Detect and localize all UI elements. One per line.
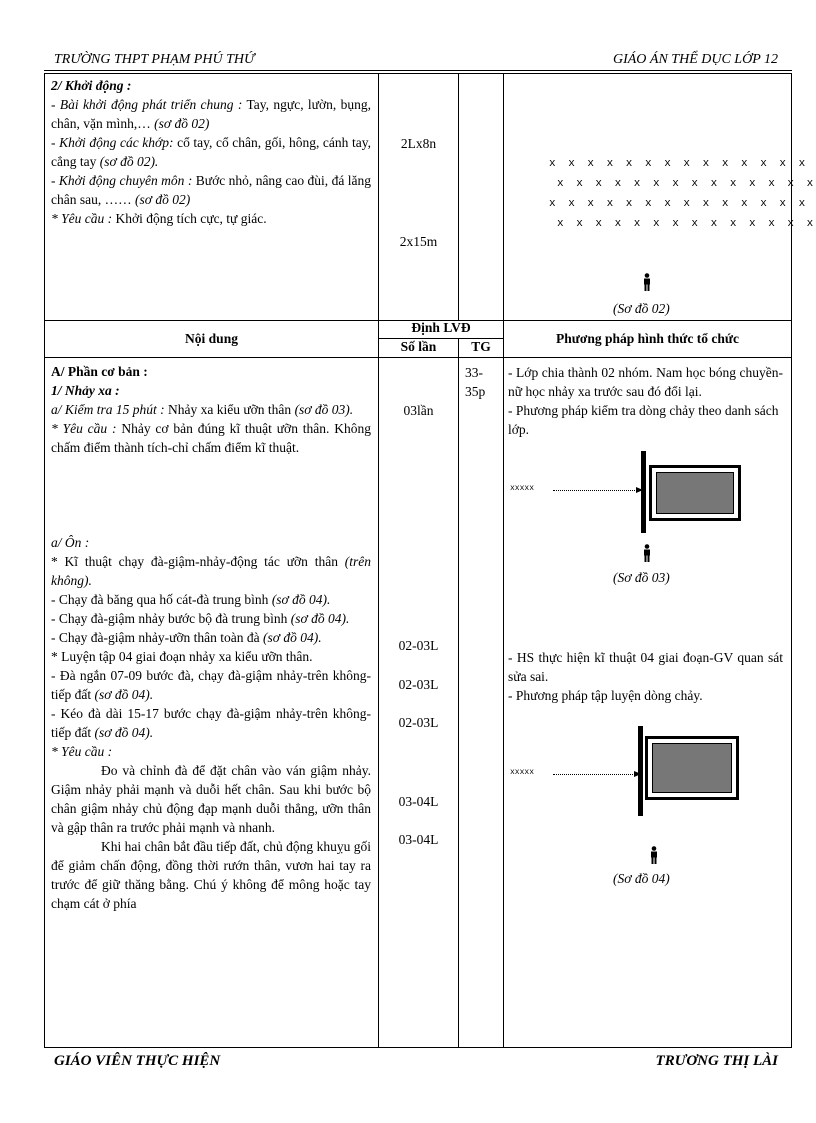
col-divider-3	[503, 74, 504, 1048]
dose-e: 03-04L	[398, 832, 439, 847]
row-divider-2	[45, 357, 791, 358]
on7-ref: (sơ đồ 04).	[94, 725, 154, 740]
formation-row-1: x x x x x x x x x x x x x x	[549, 158, 809, 170]
warmup-req-text: Khởi động tích cực, tự giác.	[112, 211, 267, 226]
method-1: - Lớp chia thành 02 nhóm. Nam học bóng chuyền-nữ học nhảy xa trước sau đó đổi lại.	[508, 365, 783, 399]
dose-a: 02-03L	[398, 638, 439, 653]
method-2: - Phương pháp kiểm tra dòng chảy theo danh sách lớp.	[508, 403, 779, 437]
warmup-item1-ref: (sơ đồ 02)	[154, 116, 210, 131]
method-3: - HS thực hiện kĩ thuật 04 giai đoạn-GV quan sát sửa sai.	[508, 650, 783, 684]
a1-label: a/ Kiểm tra 15 phút :	[51, 402, 165, 417]
warmup-item1-text: Tay, ngực, lườn, bụng, chân, vặn mình,…	[51, 97, 371, 131]
header-school: TRƯỜNG THPT PHẠM PHÚ THỨ	[54, 52, 255, 67]
req2-label: * Yêu cầu :	[51, 744, 113, 759]
on6: - Đà ngắn 07-09 bước đà, chạy đà-giậm nhảy-trên không-tiếp đất	[51, 668, 371, 702]
diagram-caption-04: (Sơ đồ 04)	[613, 871, 670, 886]
warmup-content	[51, 76, 371, 228]
on3-ref: (sơ đồ 04).	[290, 611, 350, 626]
main-content	[51, 362, 371, 913]
on-label: a/ Ôn :	[51, 535, 90, 550]
sand-pit-1	[649, 465, 741, 521]
method-4: - Phương pháp tập luyện dòng chảy.	[508, 688, 703, 703]
lesson-table	[44, 73, 816, 1048]
takeoff-board-2	[638, 726, 643, 816]
header-so-lan: Số lần	[400, 339, 437, 354]
section-title: A/ Phần cơ bản :	[51, 364, 148, 379]
req1-label: * Yêu cầu :	[51, 421, 117, 436]
req2-para2: Khi hai chân bắt đầu tiếp đất, chủ động khuỵu gối để giảm chấn động, đồng thời rướn thân, vươn hai tay ra trước để giữ thăng bằng. Chú ý không để mông hoặc tay chạm cát ở phía	[51, 839, 371, 911]
on3: - Chạy đà-giậm nhảy bước bộ đà trung bình	[51, 611, 288, 626]
col-divider-2-top	[458, 74, 459, 320]
runners-2: xxxxx	[510, 768, 535, 777]
footer-teacher-label: GIÁO VIÊN THỰC HIỆN	[54, 1053, 221, 1069]
method-block-1	[508, 363, 783, 439]
warmup-title: 2/ Khởi động :	[51, 78, 132, 93]
header-content: Nội dung	[185, 331, 238, 346]
dose-d: 03-04L	[398, 794, 439, 809]
method-block-2	[508, 648, 783, 705]
warmup-item1-label: - Bài khởi động phát triển chung :	[51, 97, 243, 112]
col-divider-2	[458, 338, 459, 1048]
takeoff-board-1	[641, 451, 646, 533]
on2-ref: (sơ đồ 04).	[271, 592, 331, 607]
header-rule	[44, 70, 792, 71]
warmup-item3-ref: (sơ đồ 02)	[134, 192, 191, 207]
warmup-item3-text: Bước nhỏ, nâng cao đùi, đá lăng chân sau, ……	[51, 173, 371, 207]
dose-03lan: 03lần	[403, 403, 434, 418]
req1-text: Nhảy cơ bản đúng kĩ thuật ưỡn thân. Không chấm điểm thành tích-chỉ chấm điểm kĩ thuật.	[51, 421, 371, 455]
warmup-dose2: 2x15m	[399, 234, 438, 249]
on5: * Luyện tập 04 giai đoạn nhảy xa kiểu ưỡn thân.	[51, 649, 313, 664]
header-dinh-luong: Định LVĐ	[411, 320, 471, 335]
on6-ref: (sơ đồ 04).	[94, 687, 154, 702]
col-divider-1	[378, 74, 379, 1048]
diagram-caption-02: (Sơ đồ 02)	[613, 301, 670, 316]
on4-ref: (sơ đồ 04).	[263, 630, 322, 645]
warmup-req-label: * Yêu cầu :	[51, 211, 113, 226]
formation-row-4: x x x x x x x x x x x x x x	[557, 218, 816, 230]
warmup-item2-text: cổ tay, cổ chân, gối, hông, cánh tay, cẳng tay	[51, 135, 371, 169]
header-method: Phương pháp hình thức tổ chức	[556, 331, 739, 346]
tg-value: 33-35p	[465, 365, 486, 399]
header-tg: TG	[471, 339, 491, 354]
footer-teacher-name: TRƯƠNG THỊ LÀI	[655, 1053, 778, 1069]
sand-pit-2	[645, 736, 739, 800]
run-arrow-1	[553, 490, 637, 491]
a1-ref: (sơ đồ 03).	[294, 402, 354, 417]
teacher-icon	[642, 544, 652, 562]
runners-1: xxxxx	[510, 484, 535, 493]
diagram-caption-03: (Sơ đồ 03)	[613, 570, 670, 585]
dose-b: 02-03L	[398, 677, 439, 692]
teacher-icon	[649, 846, 659, 864]
teacher-icon	[642, 273, 652, 291]
on7: - Kéo đà dài 15-17 bước chạy đà-giậm nhảy-trên không-tiếp đất	[51, 706, 371, 740]
dose-c: 02-03L	[398, 715, 439, 730]
formation-row-3: x x x x x x x x x x x x x x	[549, 198, 809, 210]
run-arrow-2	[553, 774, 635, 775]
on1-ref: (trên không).	[51, 554, 371, 588]
warmup-dose1: 2Lx8n	[400, 136, 437, 151]
warmup-item2-label: - Khởi động các khớp:	[51, 135, 174, 150]
a1-text: Nhảy xa kiểu ưỡn thân	[164, 402, 292, 417]
on1: * Kĩ thuật chạy đà-giậm-nhảy-động tác ưỡn thân	[51, 554, 338, 569]
req2-para1: Đo và chỉnh đà để đặt chân vào ván giậm nhảy. Giậm nhảy phải mạnh và duỗi hết chân. Sau khi bước bộ chân giậm nhảy chủ động đạp mạnh duỗi thẳng, ưỡn thân và gập thân ra trước phải mạnh và nhanh.	[51, 763, 371, 835]
section-sub1: 1/ Nhảy xa :	[51, 383, 120, 398]
on4: - Chạy đà-giậm nhảy-ưỡn thân toàn đà	[51, 630, 260, 645]
formation-row-2: x x x x x x x x x x x x x x	[557, 178, 816, 190]
on2: - Chạy đà băng qua hố cát-đà trung bình	[51, 592, 269, 607]
warmup-item3-label: - Khởi động chuyên môn :	[51, 173, 193, 188]
header-title: GIÁO ÁN THỂ DỤC LỚP 12	[612, 52, 778, 67]
warmup-item2-ref: (sơ đồ 02).	[99, 154, 159, 169]
